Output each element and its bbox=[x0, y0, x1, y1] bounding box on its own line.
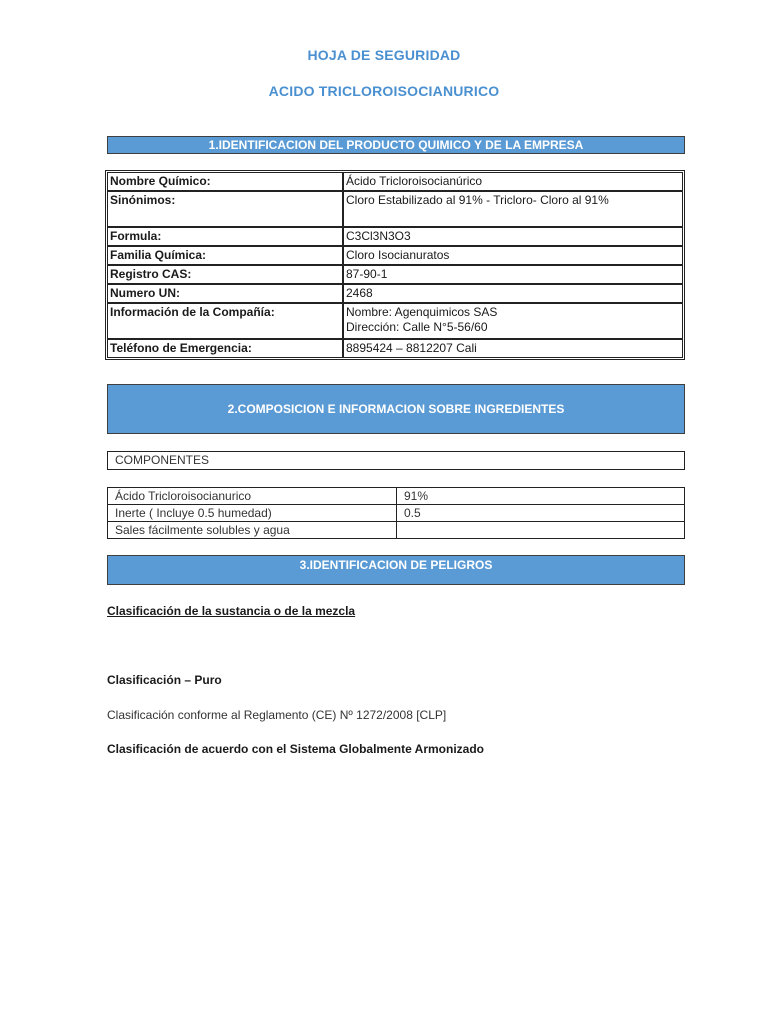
row-label: Teléfono de Emergencia: bbox=[107, 339, 343, 358]
row-label: Registro CAS: bbox=[107, 265, 343, 284]
component-name: Ácido Tricloroisocianurico bbox=[108, 488, 397, 505]
section-1-heading bbox=[107, 136, 685, 154]
component-name: Sales fácilmente solubles y agua bbox=[108, 522, 397, 539]
table-row bbox=[107, 303, 683, 339]
components-header-table bbox=[107, 451, 685, 470]
table-row bbox=[107, 265, 683, 284]
regulation-text: Clasificación conforme al Reglamento (CE) Nº 1272/2008 [CLP] bbox=[107, 708, 447, 722]
row-value: Cloro Isocianuratos bbox=[343, 246, 683, 265]
row-value: 87-90-1 bbox=[343, 265, 683, 284]
table-row bbox=[107, 339, 683, 358]
row-value bbox=[343, 303, 683, 339]
row-value: 8895424 – 8812207 Cali bbox=[343, 339, 683, 358]
components-label: COMPONENTES bbox=[108, 452, 685, 470]
component-value: 0.5 bbox=[397, 505, 685, 522]
section-3-heading bbox=[107, 555, 685, 585]
section-2-heading-text: 2.COMPOSICION E INFORMACION SOBRE INGREDIENTES bbox=[227, 402, 565, 416]
document-title: HOJA DE SEGURIDAD bbox=[307, 47, 461, 63]
row-label: Nombre Químico: bbox=[107, 172, 343, 191]
table-row bbox=[107, 191, 683, 227]
table-row bbox=[108, 505, 685, 522]
row-label: Sinónimos: bbox=[107, 191, 343, 227]
row-label: Formula: bbox=[107, 227, 343, 246]
component-name: Inerte ( Incluye 0.5 humedad) bbox=[108, 505, 397, 522]
identification-table bbox=[105, 170, 685, 360]
component-value: 91% bbox=[397, 488, 685, 505]
table-row bbox=[107, 284, 683, 303]
row-value: Ácido Tricloroisocianúrico bbox=[343, 172, 683, 191]
table-row bbox=[108, 488, 685, 505]
row-label: Familia Química: bbox=[107, 246, 343, 265]
table-row bbox=[108, 522, 685, 539]
table-row bbox=[107, 172, 683, 191]
company-name: Nombre: Agenquimicos SAS bbox=[346, 305, 498, 319]
row-value: 2468 bbox=[343, 284, 683, 303]
ghs-heading: Clasificación de acuerdo con el Sistema Globalmente Armonizado bbox=[107, 742, 484, 756]
section-2-heading bbox=[107, 384, 685, 434]
document-subtitle: ACIDO TRICLOROISOCIANURICO bbox=[268, 83, 500, 99]
row-value: Cloro Estabilizado al 91% - Tricloro- Cloro al 91% bbox=[343, 191, 683, 227]
table-row bbox=[107, 246, 683, 265]
classification-heading: Clasificación de la sustancia o de la mezcla bbox=[107, 604, 356, 618]
row-label: Numero UN: bbox=[107, 284, 343, 303]
company-address: Dirección: Calle N°5-56/60 bbox=[346, 320, 488, 334]
component-value bbox=[397, 522, 685, 539]
section-3-heading-text: 3.IDENTIFICACION DE PELIGROS bbox=[299, 558, 493, 572]
row-value: C3Cl3N3O3 bbox=[343, 227, 683, 246]
table-row bbox=[107, 227, 683, 246]
components-table bbox=[107, 487, 685, 539]
section-1-heading-text: 1.IDENTIFICACION DEL PRODUCTO QUIMICO Y DE LA EMPRESA bbox=[208, 138, 584, 152]
row-label: Información de la Compañía: bbox=[107, 303, 343, 339]
pure-classification-heading: Clasificación – Puro bbox=[107, 673, 222, 687]
